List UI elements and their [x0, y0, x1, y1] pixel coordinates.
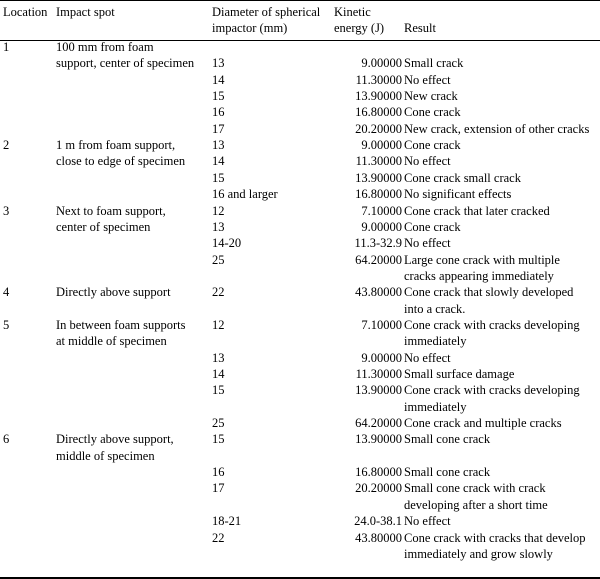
cell-kinetic-energy: 24.0-38.1	[354, 514, 402, 529]
cell-result: Cone crack and multiple cracks	[404, 416, 562, 431]
cell-result: immediately	[404, 334, 467, 349]
cell-result: Cone crack with cracks developing	[404, 383, 580, 398]
cell-diameter: 13	[212, 56, 225, 71]
cell-kinetic-energy: 13.90000	[355, 89, 402, 104]
cell-diameter: 16	[212, 105, 225, 120]
cell-diameter: 13	[212, 138, 225, 153]
cell-impact-spot: Directly above support,	[56, 432, 174, 447]
cell-location: 4	[3, 285, 10, 300]
cell-diameter: 17	[212, 121, 225, 136]
cell-result: cracks appearing immediately	[404, 268, 554, 283]
cell-impact-spot: In between foam supports	[56, 317, 186, 332]
cell-result: Small cone crack	[404, 432, 491, 447]
cell-result: Small cone crack with crack	[404, 481, 546, 496]
cell-kinetic-energy: 9.00000	[361, 138, 402, 153]
cell-result: Cone crack	[404, 105, 461, 120]
cell-kinetic-energy: 13.90000	[355, 170, 402, 185]
header-kinetic-unit: energy (J)	[334, 21, 385, 35]
header-kinetic: Kinetic	[334, 5, 371, 19]
header-location: Location	[3, 5, 48, 19]
cell-kinetic-energy: 13.90000	[355, 432, 402, 447]
cell-kinetic-energy: 11.30000	[355, 154, 402, 169]
cell-location: 3	[3, 203, 10, 218]
cell-impact-spot: at middle of specimen	[56, 334, 167, 349]
cell-result: Cone crack	[404, 219, 461, 234]
cell-result: No effect	[404, 154, 451, 169]
cell-result: Small cone crack	[404, 465, 491, 480]
cell-kinetic-energy: 7.10000	[361, 203, 402, 218]
cell-diameter: 15	[212, 89, 225, 104]
cell-result: Small surface damage	[404, 367, 515, 381]
cell-diameter: 25	[212, 416, 225, 431]
cell-location: 6	[3, 432, 10, 447]
cell-diameter: 16 and larger	[212, 187, 278, 202]
cell-diameter: 22	[212, 530, 225, 545]
cell-kinetic-energy: 9.00000	[361, 56, 402, 71]
table-bottom-rule	[0, 577, 600, 579]
cell-kinetic-energy: 43.80000	[355, 285, 402, 300]
cell-result: Cone crack with cracks developing	[404, 317, 580, 332]
cell-result: immediately and grow slowly	[404, 546, 553, 561]
cell-diameter: 12	[212, 317, 225, 332]
cell-result: Cone crack with cracks that develop	[404, 530, 586, 545]
cell-kinetic-energy: 11.30000	[355, 72, 402, 87]
cell-result: No effect	[404, 514, 451, 529]
cell-kinetic-energy: 13.90000	[355, 383, 402, 398]
cell-impact-spot: support, center of specimen	[56, 56, 195, 71]
cell-diameter: 17	[212, 481, 225, 496]
cell-location: 1	[3, 40, 10, 54]
cell-result: into a crack.	[404, 301, 466, 316]
cell-diameter: 25	[212, 252, 225, 267]
cell-result: New crack	[404, 89, 458, 104]
cell-diameter: 12	[212, 203, 225, 218]
cell-result: Cone crack that slowly developed	[404, 285, 574, 300]
header-impact-spot: Impact spot	[56, 5, 115, 19]
cell-kinetic-energy: 9.00000	[361, 350, 402, 365]
cell-result: immediately	[404, 399, 467, 414]
cell-impact-spot: Directly above support	[56, 285, 171, 300]
cell-result: New crack, extension of other cracks	[404, 121, 590, 136]
cell-kinetic-energy: 20.20000	[355, 481, 402, 496]
cell-result: No effect	[404, 350, 451, 365]
cell-diameter: 13	[212, 219, 225, 234]
cell-location: 5	[3, 317, 10, 332]
cell-kinetic-energy: 7.10000	[361, 317, 402, 332]
cell-kinetic-energy: 16.80000	[355, 187, 402, 202]
cell-diameter: 18-21	[212, 514, 242, 529]
cell-diameter: 22	[212, 285, 225, 300]
cell-result: No effect	[404, 72, 451, 87]
cell-result: developing after a short time	[404, 497, 548, 512]
cell-kinetic-energy: 16.80000	[355, 105, 402, 120]
cell-impact-spot: center of specimen	[56, 219, 151, 234]
cell-impact-spot: middle of specimen	[56, 448, 155, 463]
cell-diameter: 15	[212, 170, 225, 185]
cell-impact-spot: 1 m from foam support,	[56, 138, 176, 153]
cell-result: No significant effects	[404, 187, 512, 202]
header-result: Result	[404, 21, 436, 35]
cell-kinetic-energy: 9.00000	[361, 219, 402, 234]
cell-result: Large cone crack with multiple	[404, 252, 560, 267]
cell-result: Cone crack small crack	[404, 170, 521, 185]
cell-result: Cone crack that later cracked	[404, 203, 550, 218]
cell-diameter: 16	[212, 465, 225, 480]
cell-kinetic-energy: 64.20000	[355, 252, 402, 267]
cell-kinetic-energy: 43.80000	[355, 530, 402, 545]
header-diameter: Diameter of spherical	[212, 5, 321, 19]
cell-diameter: 14	[212, 72, 225, 87]
cell-impact-spot: Next to foam support,	[56, 203, 166, 218]
cell-kinetic-energy: 16.80000	[355, 465, 402, 480]
cell-diameter: 13	[212, 350, 225, 365]
cell-diameter: 14	[212, 154, 225, 169]
table-top-rule	[0, 0, 600, 1]
cell-result: Cone crack	[404, 138, 461, 153]
cell-impact-spot: 100 mm from foam	[56, 40, 154, 54]
cell-diameter: 15	[212, 383, 225, 398]
cell-diameter: 15	[212, 432, 225, 447]
cell-kinetic-energy: 11.3-32.9	[354, 236, 402, 251]
cell-result: No effect	[404, 236, 451, 251]
cell-impact-spot: close to edge of specimen	[56, 154, 186, 169]
header-diameter-unit: impactor (mm)	[212, 21, 288, 35]
cell-diameter: 14-20	[212, 236, 242, 251]
cell-kinetic-energy: 20.20000	[355, 121, 402, 136]
cell-result: Small crack	[404, 56, 464, 71]
cell-location: 2	[3, 138, 10, 153]
cell-kinetic-energy: 11.30000	[355, 367, 402, 381]
cell-diameter: 14	[212, 367, 225, 381]
cell-kinetic-energy: 64.20000	[355, 416, 402, 431]
